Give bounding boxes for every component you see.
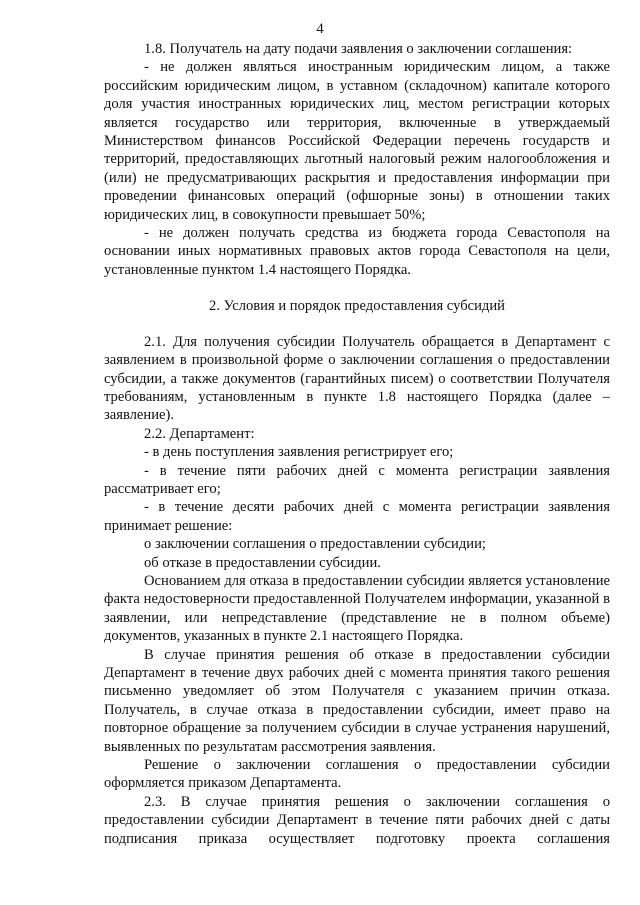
paragraph-2-2: 2.2. Департамент: — [144, 425, 255, 442]
paragraph-decision-refuse: об отказе в предоставлении субсидии. — [144, 554, 381, 571]
paragraph-1-8: 1.8. Получатель на дату подачи заявления о заключении соглашения: — [144, 41, 573, 57]
paragraph-refusal-basis: Основанием для отказа в предоставлении субсидии является установление факта недостоверности предоставленной Получателем информации, указанной в заявлении, или непредставление (представление не в полном объеме) документов, указанных в пункте 2.1 настоящего Порядка. — [104, 572, 610, 645]
paragraph-foreign-entity: - не должен являться иностранным юридическим лицом, а также российским юридическим лицом, в уставном (складочном) капитале которого доля участия иностранных юридических лиц, местом регистрации которых является государство или территория, включенные в утверждаемый Министерством финансов Российской Федерации перечень государств и территорий, предоставляющих льготный налоговый режим налогообложения и (или) не предусматривающих раскрытия и предоставления информации при проведении финансовых операций (офшорные зоны) в отношении таких юридических лиц, в совокупности превышает 50%; — [104, 59, 610, 223]
paragraph-ten-days: - в течение десяти рабочих дней с момента регистрации заявления принимает решение: — [104, 499, 610, 534]
paragraph-decision-order: Решение о заключении соглашения о предоставлении субсидии оформляется приказом Департамента. — [104, 757, 610, 792]
section-heading: 2. Условия и порядок предоставления субсидий — [209, 298, 505, 315]
paragraph-decision-grant: о заключении соглашения о предоставлении субсидии; — [144, 536, 486, 553]
paragraph-registration-day: - в день поступления заявления регистрирует его; — [144, 444, 454, 461]
paragraph-refusal-notice: В случае принятия решения об отказе в предоставлении субсидии Департамент в течение двух рабочих дней с момента принятия такого решения письменно уведомляет об этом Получателя с указанием причин отказа. Получатель, в случае отказа в предоставлении субсидии, имеет право на повторное обращение за получением субсидии в случае устранения нарушений, выявленных по результатам рассмотрения заявления. — [104, 646, 610, 755]
document-body — [104, 40, 610, 848]
paragraph-budget-funds: - не должен получать средства из бюджета города Севастополя на основании иных нормативных правовых актов города Севастополя на цели, установленные пунктом 1.4 настоящего Порядка. — [104, 225, 610, 278]
page-number: 4 — [316, 21, 324, 37]
paragraph-five-days: - в течение пяти рабочих дней с момента регистрации заявления рассматривает его; — [104, 462, 610, 497]
paragraph-2-3: 2.3. В случае принятия решения о заключении соглашения о предоставлении субсидии Департамент в течение пяти рабочих дней с даты подписания приказа осуществляет подготовку проекта соглашения — [104, 793, 610, 847]
paragraph-2-1: 2.1. Для получения субсидии Получатель обращается в Департамент с заявлением в произвольной форме о заключении соглашения о предоставлении субсидии, а также документов (гарантийных писем) о соответствии Получателя требованиям, установленным в пункте 1.8 настоящего Порядка (далее – заявление). — [104, 333, 610, 424]
